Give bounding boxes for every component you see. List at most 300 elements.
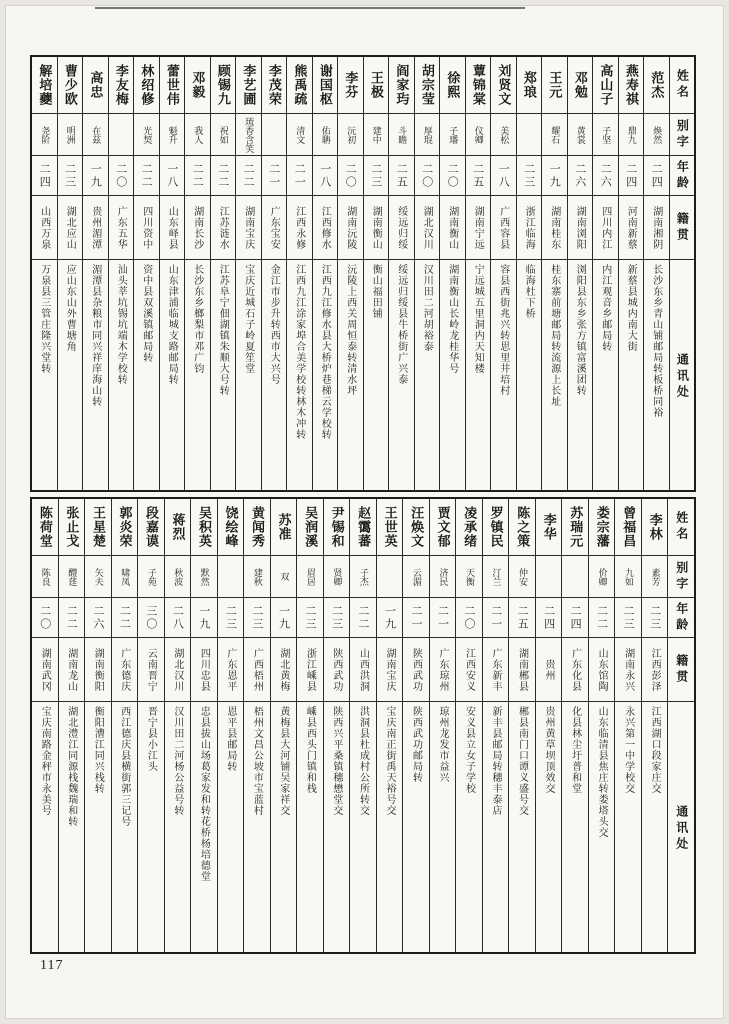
entry-name-text: 凌承绪: [462, 506, 478, 548]
entry-address-text: 晋宁县小江头: [145, 706, 157, 772]
entry-address-text: 江西湖口段家庄交: [649, 706, 661, 794]
entry-address-cell: [287, 259, 312, 490]
header-native-cell: [670, 195, 695, 259]
entry-name-cell: [542, 57, 567, 113]
entry-address-cell: [642, 701, 668, 952]
entry-zi-cell: [536, 555, 562, 597]
entry-address-text: 衡山福田铺: [370, 264, 382, 319]
entry-zi-text: 光契: [142, 125, 153, 144]
entry-age-text: 二一: [293, 162, 306, 189]
entry-name-text: 范杰: [649, 71, 665, 99]
entry-age-cell: [262, 155, 287, 195]
entry-age-text: 二〇: [446, 162, 459, 189]
entry-native-cell: [389, 195, 414, 259]
entry-address-text: 西江德庆县横街郭三记号: [118, 706, 130, 827]
entry-age-text: 二三: [250, 604, 263, 631]
entry-zi-text: 祝如: [218, 125, 229, 144]
entry-native-cell: [297, 637, 323, 701]
entry-native-text: 湖南郴县: [516, 647, 528, 692]
entry-address-cell: [536, 701, 562, 952]
entry-native-text: 广西容县: [497, 205, 509, 250]
entry-address-text: 汉川田二河胡裕泰: [421, 264, 433, 352]
entry-address-text: 陕西兴平桑镇穗懋堂交: [330, 706, 342, 816]
entry-zi-text: 尧阶: [40, 125, 51, 144]
entry-native-text: 四川资中: [140, 205, 152, 250]
entry-age-cell: [456, 597, 482, 637]
entry-native-text: 湖南湘阴: [650, 205, 662, 250]
entry-column: [82, 57, 108, 490]
entry-native-text: 湖南衡山: [446, 205, 458, 250]
entry-address-text: 江西九江修水县大桥炉巷梯云学校转: [319, 264, 331, 440]
entry-age-cell: [389, 155, 414, 195]
entry-native-text: 贵州: [543, 658, 555, 681]
entry-zi-text: 明洲: [65, 125, 76, 144]
header-column: [669, 57, 695, 490]
entry-column: [57, 57, 83, 490]
entry-column: [261, 57, 287, 490]
entry-address-text: 湖南衡山长岭龙桂华号: [446, 264, 458, 374]
entry-native-text: 四川内江: [599, 205, 611, 250]
entry-address-text: 临海杜下桥: [523, 264, 535, 319]
entry-age-text: 二五: [516, 604, 529, 631]
entry-age-cell: [138, 597, 164, 637]
entry-column: [402, 499, 429, 952]
entry-age-cell: [160, 155, 185, 195]
entry-name-text: 曹少欧: [62, 64, 78, 106]
entry-native-text: 湖北汉川: [171, 647, 183, 692]
entry-name-text: 饶绘峰: [223, 506, 239, 548]
entry-name-text: 蕈锦棠: [470, 64, 486, 106]
entry-name-text: 李友梅: [113, 64, 129, 106]
entry-age-cell: [440, 155, 465, 195]
entry-address-text: 新丰县邮局转穗丰泰店: [490, 706, 502, 816]
entry-native-cell: [244, 637, 270, 701]
entry-name-cell: [619, 57, 644, 113]
entry-name-text: 熊禹疏: [292, 64, 308, 106]
entry-name-text: 高忠: [88, 71, 104, 99]
entry-age-text: 二二: [216, 162, 229, 189]
entry-name-cell: [403, 499, 429, 555]
entry-name-cell: [112, 499, 138, 555]
entry-native-cell: [138, 637, 164, 701]
entry-native-cell: [324, 637, 350, 701]
entry-native-cell: [59, 637, 85, 701]
entry-address-text: 汕头莘坑锡坑端木学校转: [115, 264, 127, 385]
entry-zi-cell: [642, 555, 668, 597]
entry-zi-text: 焕然: [652, 125, 663, 144]
entry-name-cell: [297, 499, 323, 555]
entry-native-text: 山西万泉: [38, 205, 50, 250]
entry-column: [210, 57, 236, 490]
entry-address-cell: [568, 259, 593, 490]
entry-zi-text: 鼎九: [626, 125, 637, 144]
entry-age-cell: [517, 155, 542, 195]
entry-address-text: 宝庆近城石子岭夏笙堂: [242, 264, 254, 374]
entry-address-text: 洪洞县杜成村公所转交: [357, 706, 369, 816]
entry-address-text: 衡阳漕江同兴栈转: [92, 706, 104, 794]
entry-age-cell: [85, 597, 111, 637]
entry-name-cell: [466, 57, 491, 113]
entry-age-text: 一八: [318, 162, 331, 189]
entry-address-cell: [615, 701, 641, 952]
entry-name-text: 徐熙: [445, 71, 461, 99]
entry-name-text: 林绍修: [139, 64, 155, 106]
entry-native-text: 江西彭泽: [649, 647, 661, 692]
entry-address-cell: [440, 259, 465, 490]
entry-name-text: 罗镇民: [488, 506, 504, 548]
entry-name-cell: [32, 57, 57, 113]
entry-address-cell: [350, 701, 376, 952]
entry-address-cell: [134, 259, 159, 490]
entry-name-cell: [642, 499, 668, 555]
entry-age-cell: [112, 597, 138, 637]
entry-zi-cell: [262, 113, 287, 155]
entry-age-cell: [271, 597, 297, 637]
entry-name-cell: [589, 499, 615, 555]
entry-age-text: 二四: [542, 604, 555, 631]
entry-zi-cell: [440, 113, 465, 155]
entry-native-cell: [377, 637, 403, 701]
entry-native-text: 湖南宝庆: [242, 205, 254, 250]
entry-address-text: 宁远城五里洞内天知楼: [472, 264, 484, 374]
entry-address-text: 山东临清县焦庄转娄塔头交: [596, 706, 608, 838]
entry-column: [618, 57, 644, 490]
entry-address-text: 新蔡县城内南大街: [625, 264, 637, 352]
entry-age-cell: [165, 597, 191, 637]
entry-address-text: 长沙东乡榔梨市邓广钧: [191, 264, 203, 374]
entry-native-cell: [185, 195, 210, 259]
entry-zi-cell: [165, 555, 191, 597]
entry-age-cell: [211, 155, 236, 195]
entry-address-cell: [542, 259, 567, 490]
entry-zi-cell: [185, 113, 210, 155]
entry-name-cell: [244, 499, 270, 555]
entry-address-text: 永兴第一中学校交: [622, 706, 634, 794]
entry-age-cell: [568, 155, 593, 195]
entry-zi-cell: [59, 555, 85, 597]
entry-zi-text: 子坚: [601, 125, 612, 144]
entry-name-text: 李林: [647, 513, 663, 541]
entry-age-text: 二〇: [344, 162, 357, 189]
entry-native-cell: [615, 637, 641, 701]
entry-address-cell: [185, 259, 210, 490]
entry-name-text: 尹锡和: [329, 506, 345, 548]
entry-address-text: 万泉县三管庄隆兴堂转: [38, 264, 50, 374]
entry-age-text: 二三: [369, 162, 382, 189]
entry-native-cell: [456, 637, 482, 701]
entry-address-cell: [313, 259, 338, 490]
entry-address-text: 恩平县邮局转: [224, 706, 236, 772]
entry-native-text: 四川忠县: [198, 647, 210, 692]
entry-name-text: 邓勉: [572, 71, 588, 99]
directory-table-bottom: [30, 497, 696, 954]
entry-address-cell: [517, 259, 542, 490]
entry-zi-cell: [364, 113, 389, 155]
entry-name-text: 解培蘷: [37, 64, 53, 106]
entry-zi-text: 琉香含笑: [244, 116, 255, 153]
entry-age-text: 一九: [89, 162, 102, 189]
entry-name-text: 郑琅: [521, 71, 537, 99]
entry-zi-cell: [593, 113, 618, 155]
entry-address-text: 湖北澧江同源栈魏瑞和转: [65, 706, 77, 827]
entry-zi-cell: [236, 113, 261, 155]
entry-name-text: 苏瑞元: [568, 506, 584, 548]
entry-column: [159, 57, 185, 490]
entry-age-cell: [483, 597, 509, 637]
entry-name-cell: [338, 57, 363, 113]
entry-native-text: 河南新蔡: [625, 205, 637, 250]
entry-native-text: 陕西武功: [410, 647, 422, 692]
entry-name-text: 张止戈: [64, 506, 80, 548]
entry-native-cell: [134, 195, 159, 259]
entry-name-text: 娄宗藩: [594, 506, 610, 548]
entry-zi-text: 魁升: [167, 125, 178, 144]
entry-age-cell: [350, 597, 376, 637]
entry-address-cell: [389, 259, 414, 490]
entry-name-text: 李华: [541, 513, 557, 541]
entry-column: [235, 57, 261, 490]
entry-age-cell: [466, 155, 491, 195]
entry-address-cell: [466, 259, 491, 490]
entry-name-cell: [350, 499, 376, 555]
entry-address-text: 桂东寨前塘邮局转流源上长址: [548, 264, 560, 407]
entry-column: [643, 57, 669, 490]
entry-native-text: 山东馆陶: [596, 647, 608, 692]
entry-native-text: 江苏涟水: [217, 205, 229, 250]
entry-age-cell: [615, 597, 641, 637]
entry-zi-cell: [138, 555, 164, 597]
entry-name-text: 王元: [547, 71, 563, 99]
header-address-label: 通讯处: [675, 353, 690, 401]
entry-zi-cell: [403, 555, 429, 597]
entry-native-cell: [536, 637, 562, 701]
entry-age-text: 二一: [267, 162, 280, 189]
header-age-cell: [668, 597, 694, 637]
entry-native-cell: [85, 637, 111, 701]
entry-zi-cell: [83, 113, 108, 155]
entry-native-cell: [430, 637, 456, 701]
entry-age-cell: [589, 597, 615, 637]
entry-address-cell: [430, 701, 456, 952]
entry-column: [184, 57, 210, 490]
entry-native-text: 山东峄县: [166, 205, 178, 250]
entry-age-text: 二三: [224, 604, 237, 631]
entry-native-cell: [491, 195, 516, 259]
entry-native-cell: [483, 637, 509, 701]
entry-age-text: 二六: [599, 162, 612, 189]
entry-native-cell: [32, 195, 57, 259]
entry-address-cell: [138, 701, 164, 952]
entry-address-text: 沅陵上西关周恒泰转清水坪: [344, 264, 356, 396]
entry-native-cell: [83, 195, 108, 259]
entry-age-text: 一九: [383, 604, 396, 631]
entry-age-text: 二〇: [38, 604, 51, 631]
entry-zi-text: 双: [279, 572, 290, 581]
entry-address-cell: [456, 701, 482, 952]
entry-age-text: 二四: [624, 162, 637, 189]
entry-name-text: 吴积英: [197, 506, 212, 548]
header-zi-cell: [670, 113, 695, 155]
entry-column: [376, 499, 403, 952]
entry-age-cell: [83, 155, 108, 195]
entry-address-text: 江西九江涂家埠合美学校转林木冲转: [293, 264, 305, 440]
entry-age-cell: [287, 155, 312, 195]
header-age-cell: [670, 155, 695, 195]
entry-age-text: 二一: [489, 604, 502, 631]
entry-address-text: 梧州文昌公坡市宝蓝村: [251, 706, 263, 816]
entry-age-text: 二三: [63, 162, 76, 189]
entry-column: [508, 499, 535, 952]
entry-address-text: 浏阳县东乡张方镇富溪团转: [574, 264, 586, 396]
entry-native-text: 广东五华: [115, 205, 127, 250]
entry-age-text: 二一: [436, 604, 449, 631]
entry-address-cell: [218, 701, 244, 952]
entry-address-cell: [244, 701, 270, 952]
entry-zi-text: 厚琨: [422, 125, 433, 144]
entry-column: [439, 57, 465, 490]
entry-native-cell: [509, 637, 535, 701]
entry-name-cell: [138, 499, 164, 555]
entry-native-text: 湖北汉川: [421, 205, 433, 250]
entry-address-cell: [619, 259, 644, 490]
entry-zi-text: 黄裳: [575, 125, 586, 144]
entry-address-text: 内江观音乡邮局转: [599, 264, 611, 352]
header-age-label: 年龄: [674, 601, 689, 634]
header-name-cell: [668, 499, 694, 555]
entry-name-cell: [218, 499, 244, 555]
entry-native-cell: [338, 195, 363, 259]
entry-native-text: 湖南宝庆: [383, 647, 395, 692]
entry-zi-cell: [350, 555, 376, 597]
entry-age-cell: [32, 597, 58, 637]
entry-zi-cell: [509, 555, 535, 597]
entry-column: [429, 499, 456, 952]
entry-column: [535, 499, 562, 952]
entry-age-text: 二六: [573, 162, 586, 189]
entry-name-cell: [59, 499, 85, 555]
entry-zi-cell: [517, 113, 542, 155]
entry-name-text: 刘贤文: [496, 64, 512, 106]
entry-age-cell: [509, 597, 535, 637]
entry-native-cell: [562, 637, 588, 701]
entry-name-text: 蕾世伟: [164, 64, 180, 106]
entry-name-text: 燕寿祺: [623, 64, 639, 106]
entry-age-cell: [491, 155, 516, 195]
entry-name-cell: [456, 499, 482, 555]
entry-zi-text: 贤卿: [332, 567, 343, 586]
entry-name-cell: [517, 57, 542, 113]
entry-age-cell: [593, 155, 618, 195]
entry-age-text: 二〇: [114, 162, 127, 189]
entry-name-cell: [271, 499, 297, 555]
entry-column: [323, 499, 350, 952]
entry-address-cell: [483, 701, 509, 952]
entry-address-cell: [593, 259, 618, 490]
entry-age-text: 二三: [330, 604, 343, 631]
entry-zi-cell: [160, 113, 185, 155]
entry-native-cell: [160, 195, 185, 259]
entry-age-text: 一九: [277, 604, 290, 631]
entry-column: [190, 499, 217, 952]
entry-age-cell: [191, 597, 217, 637]
entry-address-text: 陕西武功邮局转: [410, 706, 422, 783]
entry-address-cell: [415, 259, 440, 490]
entry-zi-cell: [112, 555, 138, 597]
entry-name-text: 蒋烈: [170, 513, 186, 541]
entry-native-text: 湖南沅陵: [344, 205, 356, 250]
entry-column: [482, 499, 509, 952]
entry-address-cell: [491, 259, 516, 490]
entry-zi-cell: [562, 555, 588, 597]
entry-native-cell: [440, 195, 465, 259]
entry-zi-text: 云湄: [411, 567, 422, 586]
entry-native-text: 广东德庆: [118, 647, 130, 692]
entry-native-text: 广东新丰: [490, 647, 502, 692]
entry-name-text: 李茂荣: [266, 64, 282, 106]
entry-age-cell: [109, 155, 134, 195]
entry-address-cell: [85, 701, 111, 952]
header-age-label: 年龄: [675, 159, 690, 192]
entry-age-text: 二〇: [463, 604, 476, 631]
entry-native-cell: [211, 195, 236, 259]
entry-zi-cell: [589, 555, 615, 597]
entry-name-cell: [377, 499, 403, 555]
entry-native-cell: [191, 637, 217, 701]
entry-zi-cell: [244, 555, 270, 597]
entry-age-text: 二三: [648, 604, 661, 631]
entry-name-cell: [58, 57, 83, 113]
entry-name-cell: [430, 499, 456, 555]
entry-zi-text: 子杰: [358, 567, 369, 586]
entry-zi-text: 美松: [499, 125, 510, 144]
entry-zi-text: 矢夫: [93, 567, 104, 586]
entry-zi-text: 斗瞻: [397, 125, 408, 144]
entry-address-text: 湄潭县杂粮市同兴祥庠海山转: [89, 264, 101, 407]
entry-name-text: 高山子: [598, 64, 614, 106]
entry-name-text: 王极: [368, 71, 384, 99]
entry-column: [516, 57, 542, 490]
entry-native-cell: [271, 637, 297, 701]
entry-address-cell: [262, 259, 287, 490]
entry-native-text: 广东琼州: [436, 647, 448, 692]
entry-address-text: 山东津浦临城支路邮局转: [166, 264, 178, 385]
entry-name-cell: [509, 499, 535, 555]
entry-zi-text: 眉居: [305, 567, 316, 586]
entry-age-cell: [619, 155, 644, 195]
entry-age-cell: [364, 155, 389, 195]
entry-zi-text: 子璠: [448, 125, 459, 144]
entry-age-text: 二五: [471, 162, 484, 189]
entry-age-text: 一九: [197, 604, 210, 631]
entry-address-text: 黄梅县大河铺吴家祥交: [277, 706, 289, 816]
entry-age-text: 二四: [569, 604, 582, 631]
entry-address-cell: [211, 259, 236, 490]
entry-column: [541, 57, 567, 490]
entry-name-text: 谢国枢: [317, 64, 333, 106]
entry-age-text: 二二: [191, 162, 204, 189]
entry-native-text: 湖北黄梅: [277, 647, 289, 692]
entry-age-text: 一九: [548, 162, 561, 189]
entry-age-text: 二五: [395, 162, 408, 189]
entry-column: [588, 499, 615, 952]
entry-name-cell: [165, 499, 191, 555]
entry-name-text: 贾文郁: [435, 506, 451, 548]
entry-native-text: 湖南永兴: [622, 647, 634, 692]
header-native-label: 籍贯: [674, 653, 689, 686]
entry-age-text: 二二: [356, 604, 369, 631]
entry-age-text: 二三: [622, 604, 635, 631]
entry-address-cell: [191, 701, 217, 952]
